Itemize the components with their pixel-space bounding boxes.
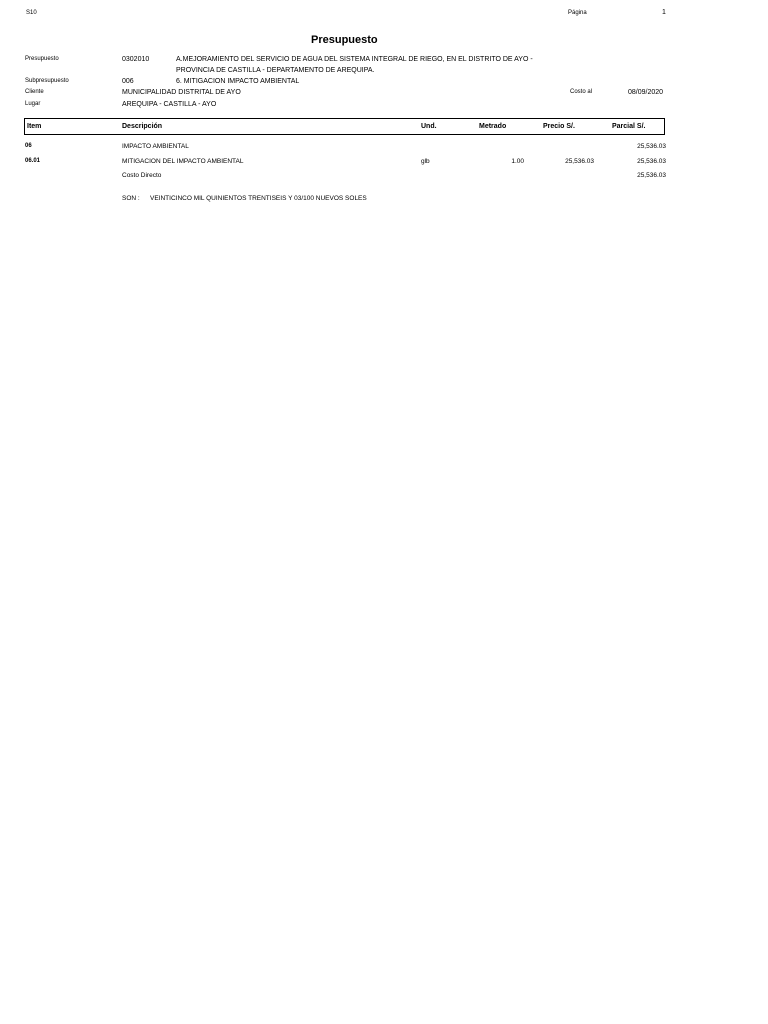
lugar-value: AREQUIPA - CASTILLA - AYO xyxy=(122,101,217,108)
header-und: Und. xyxy=(421,123,437,130)
header-item: Item xyxy=(27,123,42,130)
row-parcial: 25,536.03 xyxy=(637,143,666,150)
subpresupuesto-desc: 6. MITIGACION IMPACTO AMBIENTAL xyxy=(176,78,300,85)
son-label: SON : xyxy=(122,195,140,202)
row-item: 06.01 xyxy=(25,158,41,164)
header-precio: Precio S/. xyxy=(543,123,575,130)
son-text: VEINTICINCO MIL QUINIENTOS TRENTISEIS Y 03/100 NUEVOS SOLES xyxy=(150,195,367,202)
header-metrado: Metrado xyxy=(479,123,507,130)
row-descripcion: IMPACTO AMBIENTAL xyxy=(122,143,189,150)
presupuesto-desc-line-2: PROVINCIA DE CASTILLA - DEPARTAMENTO DE AREQUIPA. xyxy=(176,67,375,74)
s10-label: S10 xyxy=(26,10,37,16)
costo-directo-label: Costo Directo xyxy=(122,172,162,179)
subpresupuesto-code: 006 xyxy=(122,78,134,85)
costo-al-value: 08/09/2020 xyxy=(628,89,664,96)
row-descripcion: MITIGACION DEL IMPACTO AMBIENTAL xyxy=(122,158,244,165)
row-und: glb xyxy=(421,158,430,165)
row-parcial: 25,536.03 xyxy=(637,158,666,165)
row-metrado: 1.00 xyxy=(511,158,524,165)
header-descripcion: Descripción xyxy=(122,123,163,130)
presupuesto-label: Presupuesto xyxy=(25,56,59,62)
row-precio: 25,536.03 xyxy=(565,158,594,165)
costo-al-label: Costo al xyxy=(570,89,593,95)
page-title: Presupuesto xyxy=(311,34,378,46)
row-item: 06 xyxy=(25,143,32,149)
subpresupuesto-label: Subpresupuesto xyxy=(25,78,69,84)
header-parcial: Parcial S/. xyxy=(612,123,646,130)
cliente-label: Cliente xyxy=(25,89,44,95)
presupuesto-code: 0302010 xyxy=(122,56,150,63)
pagina-number: 1 xyxy=(662,9,666,16)
cliente-value: MUNICIPALIDAD DISTRITAL DE AYO xyxy=(122,89,241,96)
pagina-label: Página xyxy=(568,10,587,16)
lugar-label: Lugar xyxy=(25,101,41,107)
costo-directo-value: 25,536.03 xyxy=(637,172,666,179)
presupuesto-desc-line-1: A.MEJORAMIENTO DEL SERVICIO DE AGUA DEL SISTEMA INTEGRAL DE RIEGO, EN EL DISTRITO DE AYO - xyxy=(176,56,533,63)
